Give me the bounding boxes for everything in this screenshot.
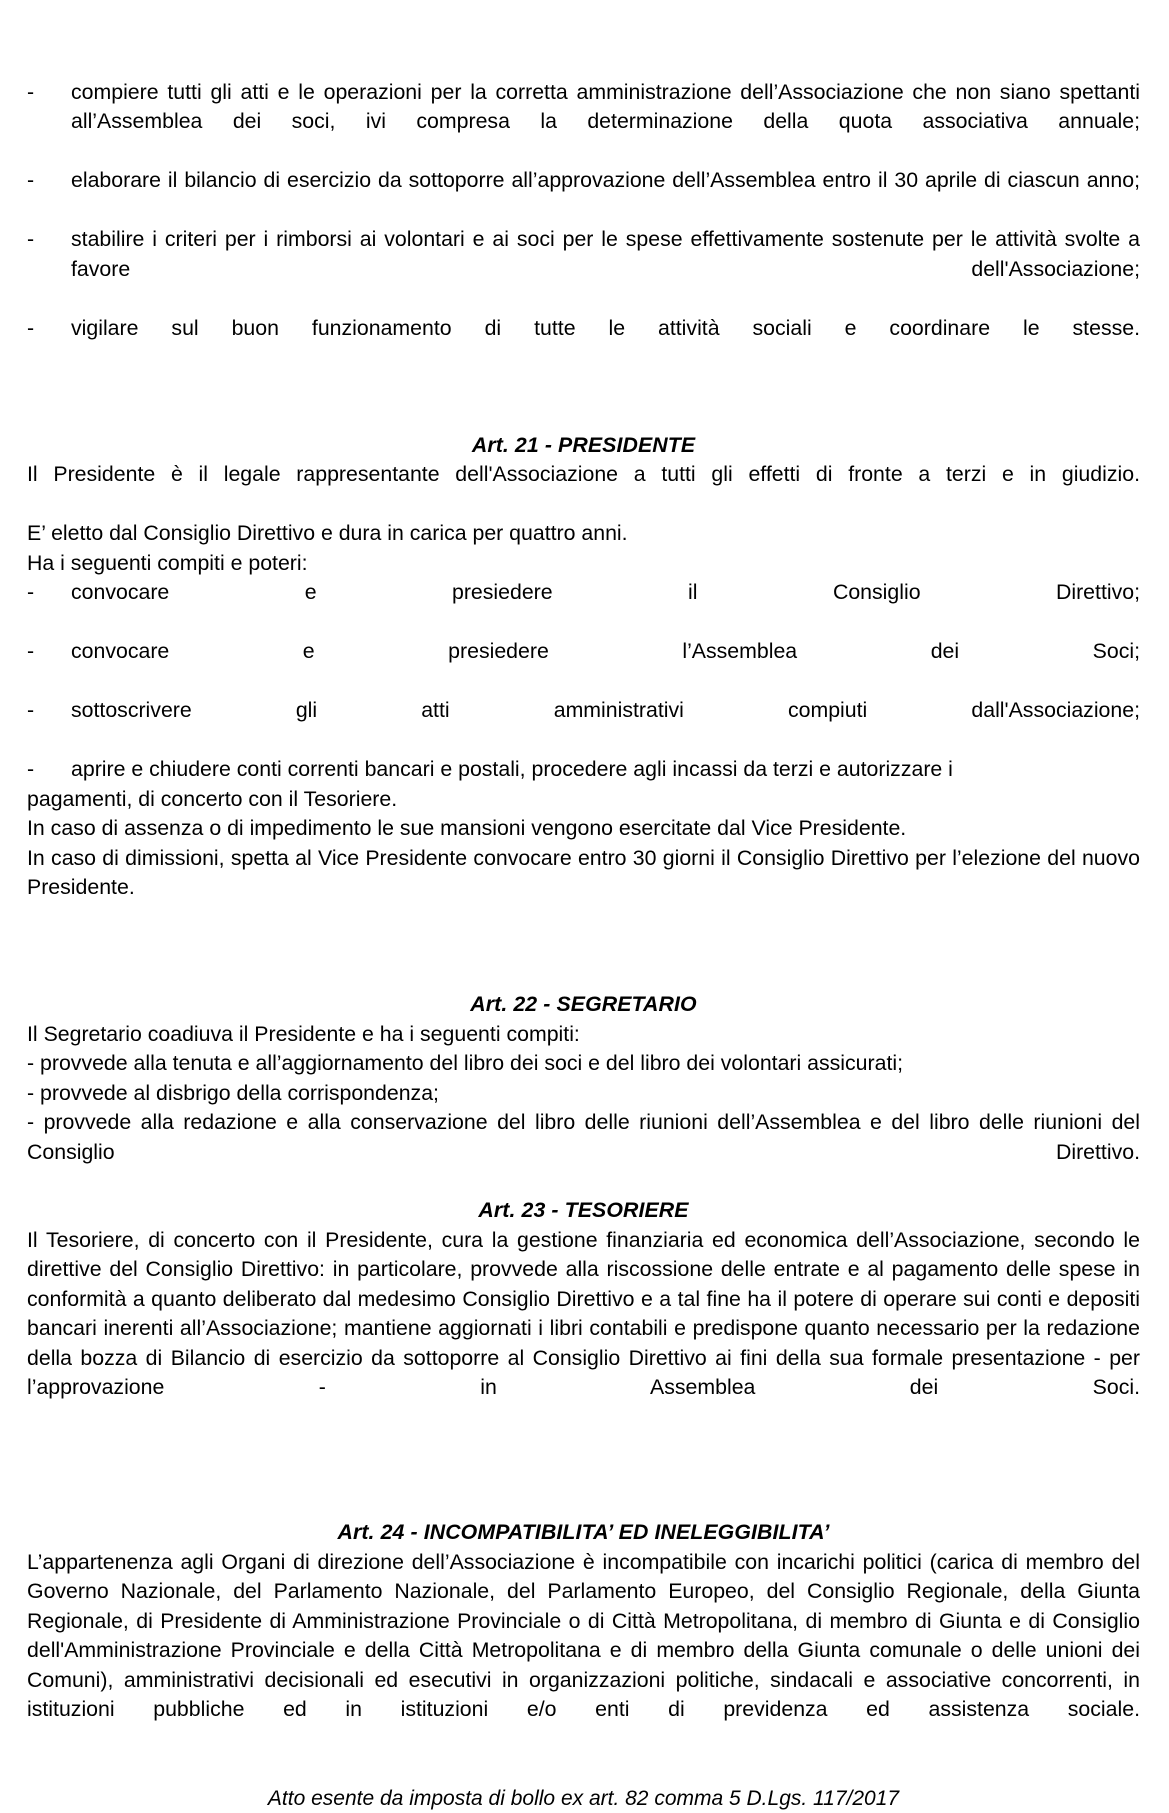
art21-duties-continuation: pagamenti, di concerto con il Tesoriere. <box>27 786 398 811</box>
list-marker: - <box>27 227 35 252</box>
article-heading-24: Art. 24 - INCOMPATIBILITA’ ED INELEGGIBILITA’ <box>337 1520 830 1545</box>
consiglio-direttivo-duties-list <box>27 78 1140 373</box>
list-item <box>27 696 1140 755</box>
list-marker: - <box>27 639 35 664</box>
art21-paragraph-3: Ha i seguenti compiti e poteri: <box>27 550 308 575</box>
list-item <box>27 314 1140 373</box>
list-marker: - <box>27 168 35 193</box>
list-item-text: aprire e chiudere conti correnti bancari e postali, procedere agli incassi da terzi e autorizzare i <box>71 757 953 782</box>
list-item <box>27 637 1140 696</box>
document-body <box>27 78 1140 1813</box>
list-item-text: convocare e presiedere l’Assemblea dei Soci; <box>71 639 1140 664</box>
list-item <box>27 225 1140 313</box>
list-marker: - <box>27 315 35 340</box>
art21-paragraph-1: Il Presidente è il legale rappresentante dell'Associazione a tutti gli effetti di fronte a terzi e in giudizio. <box>27 462 1140 487</box>
art21-paragraph-2: E’ eletto dal Consiglio Direttivo e dura in carica per quattro anni. <box>27 521 628 546</box>
art21-paragraph-4: In caso di assenza o di impedimento le sue mansioni vengono esercitate dal Vice Presidente. <box>27 816 907 841</box>
list-marker: - <box>27 80 35 104</box>
page-footer-note: Atto esente da imposta di bollo ex art. 82 comma 5 D.Lgs. 117/2017 <box>267 1787 900 1811</box>
section-gap <box>27 932 1140 990</box>
section-gap <box>27 1432 1140 1518</box>
art21-paragraph-5: In caso di dimissioni, spetta al Vice Presidente convocare entro 30 giorni il Consiglio Direttivo per l’elezione del nuovo Presidente. <box>27 845 1140 900</box>
art22-item: - provvede alla tenuta e all’aggiornamento del libro dei soci e del libro dei volontari assicurati; <box>27 1051 904 1076</box>
art22-item: - provvede al disbrigo della corrispondenza; <box>27 1080 439 1105</box>
list-item <box>27 755 1140 784</box>
art24-paragraph-1: L’appartenenza agli Organi di direzione dell’Associazione è incompatibile con incarichi politici (carica di membro del Governo Nazionale, del Parlamento Nazionale, del Parlamento Europeo, del Consiglio Regionale, della Giunta Regionale, di Presidente di Amministrazione Provinciale o di Città Metropolitana, di membro di Giunta e di Consiglio dell'Amministrazione Provinciale e della Città Metropolitana e di membro della Giunta comunale o delle unioni dei Comuni), amministrativi decisionali ed esecutivi in organizzazioni politiche, sindacali e associative concorrenti, in istituzioni pubbliche ed in istituzioni e/o enti di previdenza ed assistenza sociale. <box>27 1549 1140 1722</box>
article-heading-22: Art. 22 - SEGRETARIO <box>470 992 697 1017</box>
list-item-text: stabilire i criteri per i rimborsi ai volontari e ai soci per le spese effettivamente sostenute per le attività svolte a favore dell'Associazione; <box>71 227 1140 281</box>
article-heading-21: Art. 21 - PRESIDENTE <box>471 432 696 457</box>
list-item <box>27 78 1140 166</box>
footer-gap <box>27 1754 1140 1784</box>
list-item <box>27 578 1140 637</box>
list-marker: - <box>27 698 35 723</box>
list-item-text: vigilare sul buon funzionamento di tutte le attività sociali e coordinare le stesse. <box>71 315 1140 340</box>
art22-intro: Il Segretario coadiuva il Presidente e ha i seguenti compiti: <box>27 1021 580 1046</box>
art23-paragraph-1: Il Tesoriere, di concerto con il Presidente, cura la gestione finanziaria ed economica dell’Associazione, secondo le direttive del Consiglio Direttivo: in particolare, provvede alla riscossione delle entrate e al pagamento delle spese in conformità a quanto deliberato dal medesimo Consiglio Direttivo e a tal fine ha il potere di operare sui conti e depositi bancari inerenti all’Associazione; mantiene aggiornati i libri contabili e predispone quanto necessario per la redazione della bozza di Bilancio di esercizio da sottoporre al Consiglio Direttivo ai fini della sua formale presentazione - per l’approvazione - in Assemblea dei Soci. <box>27 1227 1140 1400</box>
section-gap <box>27 373 1140 431</box>
list-item-text: convocare e presiedere il Consiglio Direttivo; <box>71 580 1140 605</box>
article-heading-23: Art. 23 - TESORIERE <box>478 1198 689 1223</box>
list-item-text: elaborare il bilancio di esercizio da sottoporre all’approvazione dell’Assemblea entro il 30 aprile di ciascun anno; <box>71 168 1140 193</box>
art21-duties-list <box>27 578 1140 814</box>
list-item-text: compiere tutti gli atti e le operazioni per la corretta amministrazione dell’Associazione che non siano spettanti all’Assemblea dei soci, ivi compresa la determinazione della quota associativa annuale; <box>71 80 1140 134</box>
art22-item: - provvede alla redazione e alla conservazione del libro delle riunioni dell’Assemblea e del libro delle riunioni del Consiglio Direttivo. <box>27 1110 1140 1164</box>
list-marker: - <box>27 580 35 605</box>
list-item-text: sottoscrivere gli atti amministrativi compiuti dall'Associazione; <box>71 698 1140 723</box>
list-item <box>27 166 1140 225</box>
list-marker: - <box>27 757 35 782</box>
